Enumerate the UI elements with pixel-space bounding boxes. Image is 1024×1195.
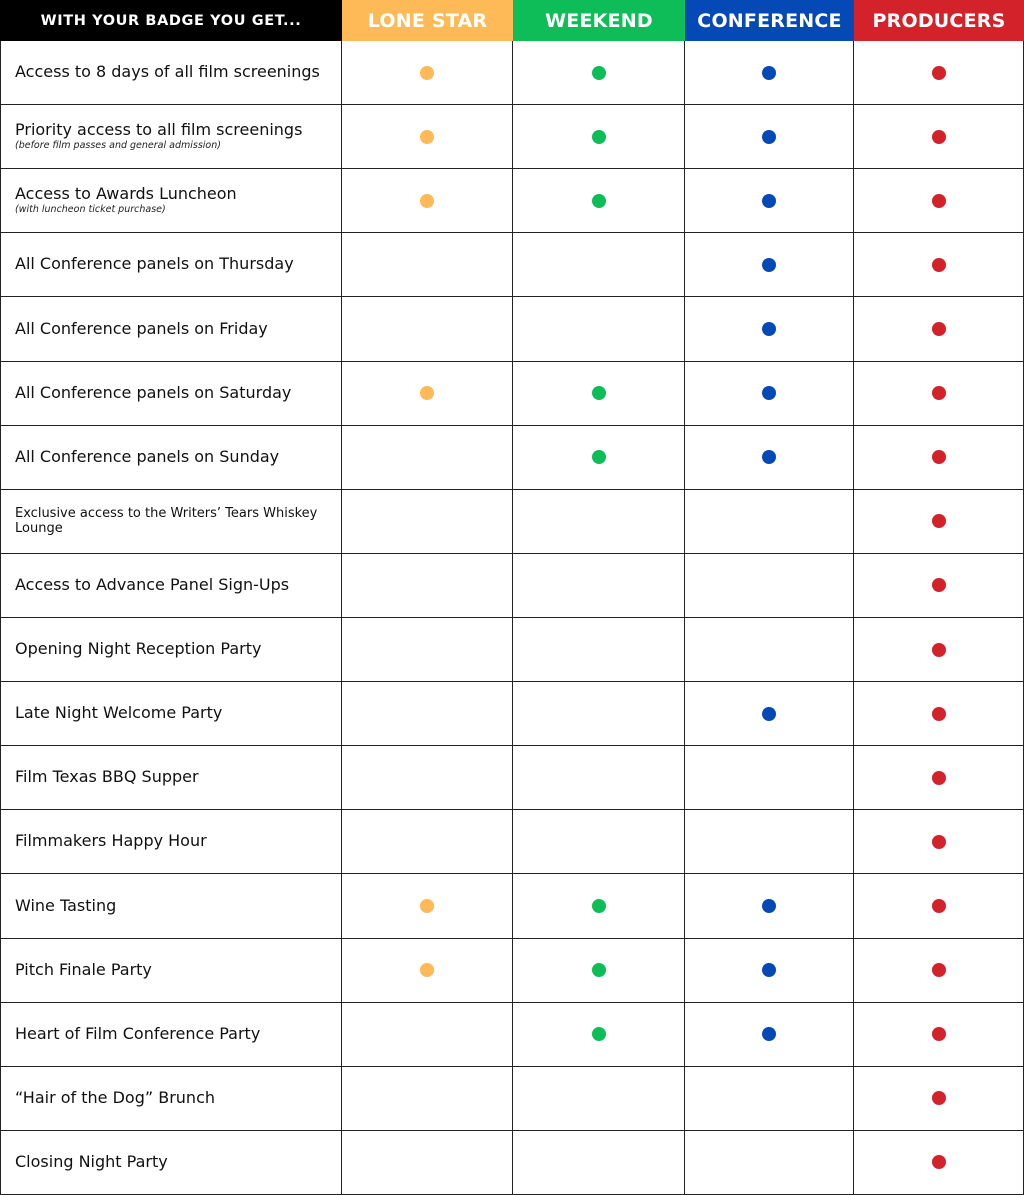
badge-cell-producers <box>854 1003 1024 1067</box>
included-dot-icon <box>932 194 946 208</box>
badge-cell-weekend <box>513 1131 685 1195</box>
badge-cell-lone-star <box>342 1067 513 1131</box>
row-label <box>0 169 342 233</box>
badge-cell-conference <box>685 362 854 426</box>
row-label-wrap <box>15 382 292 402</box>
badge-cell-producers <box>854 233 1024 297</box>
badge-cell-weekend <box>513 490 685 554</box>
row-label-wrap <box>15 506 341 537</box>
badge-cell-producers <box>854 618 1024 682</box>
feature-text: All Conference panels on Friday <box>15 318 268 338</box>
badge-cell-weekend <box>513 41 685 105</box>
feature-text: Priority access to all film screenings <box>15 120 303 140</box>
feature-text: All Conference panels on Saturday <box>15 382 292 402</box>
row-label-wrap <box>15 1023 261 1043</box>
badge-cell-producers <box>854 105 1024 169</box>
badge-cell-producers <box>854 682 1024 746</box>
badge-cell-lone-star <box>342 490 513 554</box>
badge-cell-producers <box>854 41 1024 105</box>
included-dot-icon <box>932 130 946 144</box>
badge-cell-producers <box>854 746 1024 810</box>
row-label-wrap <box>15 1154 168 1171</box>
badge-cell-lone-star <box>342 874 513 938</box>
badge-cell-lone-star <box>342 362 513 426</box>
row-label <box>0 874 342 938</box>
badge-cell-producers <box>854 490 1024 554</box>
included-dot-icon <box>932 707 946 721</box>
included-dot-icon <box>762 258 776 272</box>
included-dot-icon <box>762 130 776 144</box>
row-label <box>0 939 342 1003</box>
included-dot-icon <box>592 450 606 464</box>
badge-cell-lone-star <box>342 169 513 233</box>
badge-cell-conference <box>685 554 854 618</box>
badge-cell-lone-star <box>342 939 513 1003</box>
header-lone-star: LONE STAR <box>342 0 513 41</box>
badge-cell-conference <box>685 426 854 490</box>
row-label <box>0 682 342 746</box>
badge-cell-conference <box>685 810 854 874</box>
feature-text: Late Night Welcome Party <box>15 703 223 723</box>
badge-cell-conference <box>685 41 854 105</box>
badge-cell-producers <box>854 874 1024 938</box>
included-dot-icon <box>762 194 776 208</box>
included-dot-icon <box>932 1027 946 1041</box>
row-label <box>0 490 342 554</box>
badge-cell-lone-star <box>342 746 513 810</box>
feature-text: Opening Night Reception Party <box>15 639 262 659</box>
badge-cell-weekend <box>513 297 685 361</box>
included-dot-icon <box>592 963 606 977</box>
badge-cell-lone-star <box>342 618 513 682</box>
included-dot-icon <box>592 899 606 913</box>
badge-cell-lone-star <box>342 297 513 361</box>
row-label-wrap <box>15 64 320 81</box>
badge-cell-conference <box>685 682 854 746</box>
included-dot-icon <box>762 66 776 80</box>
included-dot-icon <box>420 386 434 400</box>
badge-cell-weekend <box>513 554 685 618</box>
included-dot-icon <box>420 194 434 208</box>
badge-cell-producers <box>854 810 1024 874</box>
included-dot-icon <box>932 514 946 528</box>
row-label <box>0 233 342 297</box>
included-dot-icon <box>420 66 434 80</box>
included-dot-icon <box>762 1027 776 1041</box>
row-label-wrap <box>15 577 289 594</box>
badge-cell-weekend <box>513 939 685 1003</box>
badge-cell-conference <box>685 874 854 938</box>
row-label <box>0 362 342 426</box>
included-dot-icon <box>762 450 776 464</box>
header-conference: CONFERENCE <box>685 0 854 41</box>
badge-cell-producers <box>854 297 1024 361</box>
badge-cell-conference <box>685 618 854 682</box>
row-label <box>0 41 342 105</box>
badge-cell-lone-star <box>342 233 513 297</box>
badge-cell-producers <box>854 169 1024 233</box>
badge-cell-weekend <box>513 426 685 490</box>
row-label-wrap <box>15 1087 216 1107</box>
included-dot-icon <box>592 66 606 80</box>
badge-cell-lone-star <box>342 1003 513 1067</box>
included-dot-icon <box>932 258 946 272</box>
badge-cell-producers <box>854 1131 1024 1195</box>
header-weekend: WEEKEND <box>513 0 685 41</box>
feature-text: All Conference panels on Sunday <box>15 446 280 466</box>
included-dot-icon <box>762 963 776 977</box>
row-label-wrap <box>15 256 294 273</box>
included-dot-icon <box>420 963 434 977</box>
row-label-wrap <box>15 122 302 151</box>
header-producers: PRODUCERS <box>854 0 1024 41</box>
badge-cell-producers <box>854 939 1024 1003</box>
badge-cell-producers <box>854 554 1024 618</box>
row-label <box>0 426 342 490</box>
badge-cell-producers <box>854 362 1024 426</box>
feature-text: Filmmakers Happy Hour <box>15 831 207 851</box>
row-label-wrap <box>15 833 207 850</box>
badge-cell-weekend <box>513 682 685 746</box>
badge-cell-lone-star <box>342 41 513 105</box>
feature-text: Heart of Film Conference Party <box>15 1023 261 1043</box>
included-dot-icon <box>592 130 606 144</box>
badge-cell-conference <box>685 105 854 169</box>
badge-cell-conference <box>685 169 854 233</box>
feature-text: Pitch Finale Party <box>15 959 152 979</box>
included-dot-icon <box>932 1091 946 1105</box>
feature-text: Wine Tasting <box>15 895 117 915</box>
feature-text: Closing Night Party <box>15 1152 168 1172</box>
badge-cell-conference <box>685 939 854 1003</box>
badge-cell-lone-star <box>342 1131 513 1195</box>
included-dot-icon <box>932 771 946 785</box>
feature-text: Exclusive access to the Writers’ Tears Whiskey Lounge <box>15 505 318 537</box>
badge-cell-conference <box>685 297 854 361</box>
row-label <box>0 297 342 361</box>
included-dot-icon <box>932 386 946 400</box>
badge-cell-weekend <box>513 169 685 233</box>
row-label-wrap <box>15 769 199 786</box>
included-dot-icon <box>762 386 776 400</box>
included-dot-icon <box>932 963 946 977</box>
included-dot-icon <box>592 386 606 400</box>
badge-cell-weekend <box>513 1067 685 1131</box>
badge-cell-producers <box>854 1067 1024 1131</box>
header-feature-label: WITH YOUR BADGE YOU GET... <box>0 0 342 41</box>
row-label-wrap <box>15 705 222 722</box>
included-dot-icon <box>932 1155 946 1169</box>
row-label-wrap <box>15 186 237 215</box>
feature-text: Access to 8 days of all film screenings <box>15 62 320 82</box>
row-label-wrap <box>15 895 117 915</box>
row-label <box>0 105 342 169</box>
feature-text: Access to Advance Panel Sign-Ups <box>15 575 290 595</box>
row-label <box>0 618 342 682</box>
row-label <box>0 746 342 810</box>
included-dot-icon <box>932 322 946 336</box>
included-dot-icon <box>932 643 946 657</box>
feature-note: (before film passes and general admission) <box>15 140 221 152</box>
badge-cell-conference <box>685 233 854 297</box>
feature-text: All Conference panels on Thursday <box>15 254 294 274</box>
badge-cell-lone-star <box>342 426 513 490</box>
badge-cell-weekend <box>513 1003 685 1067</box>
badge-cell-lone-star <box>342 682 513 746</box>
included-dot-icon <box>762 707 776 721</box>
badge-cell-conference <box>685 490 854 554</box>
feature-text: “Hair of the Dog” Brunch <box>15 1087 216 1107</box>
included-dot-icon <box>592 1027 606 1041</box>
included-dot-icon <box>762 322 776 336</box>
row-label-wrap <box>15 641 261 658</box>
badge-cell-weekend <box>513 105 685 169</box>
badge-cell-lone-star <box>342 105 513 169</box>
row-label <box>0 1131 342 1195</box>
badge-cell-weekend <box>513 810 685 874</box>
row-label <box>0 1067 342 1131</box>
badge-cell-weekend <box>513 618 685 682</box>
row-label <box>0 810 342 874</box>
badge-cell-conference <box>685 1131 854 1195</box>
included-dot-icon <box>932 450 946 464</box>
feature-note: (with luncheon ticket purchase) <box>15 204 166 216</box>
badge-cell-conference <box>685 1003 854 1067</box>
included-dot-icon <box>420 899 434 913</box>
included-dot-icon <box>932 578 946 592</box>
row-label-wrap <box>15 446 280 466</box>
included-dot-icon <box>932 835 946 849</box>
badge-cell-lone-star <box>342 810 513 874</box>
badge-cell-weekend <box>513 362 685 426</box>
badge-cell-conference <box>685 1067 854 1131</box>
badge-cell-conference <box>685 746 854 810</box>
badge-cell-producers <box>854 426 1024 490</box>
badge-cell-weekend <box>513 874 685 938</box>
badge-cell-weekend <box>513 746 685 810</box>
badge-cell-lone-star <box>342 554 513 618</box>
included-dot-icon <box>762 899 776 913</box>
included-dot-icon <box>932 899 946 913</box>
badge-cell-weekend <box>513 233 685 297</box>
row-label-wrap <box>15 959 152 979</box>
feature-text: Access to Awards Luncheon <box>15 184 237 204</box>
row-label-wrap <box>15 318 268 338</box>
row-label <box>0 554 342 618</box>
feature-text: Film Texas BBQ Supper <box>15 767 199 787</box>
included-dot-icon <box>592 194 606 208</box>
included-dot-icon <box>932 66 946 80</box>
included-dot-icon <box>420 130 434 144</box>
row-label <box>0 1003 342 1067</box>
